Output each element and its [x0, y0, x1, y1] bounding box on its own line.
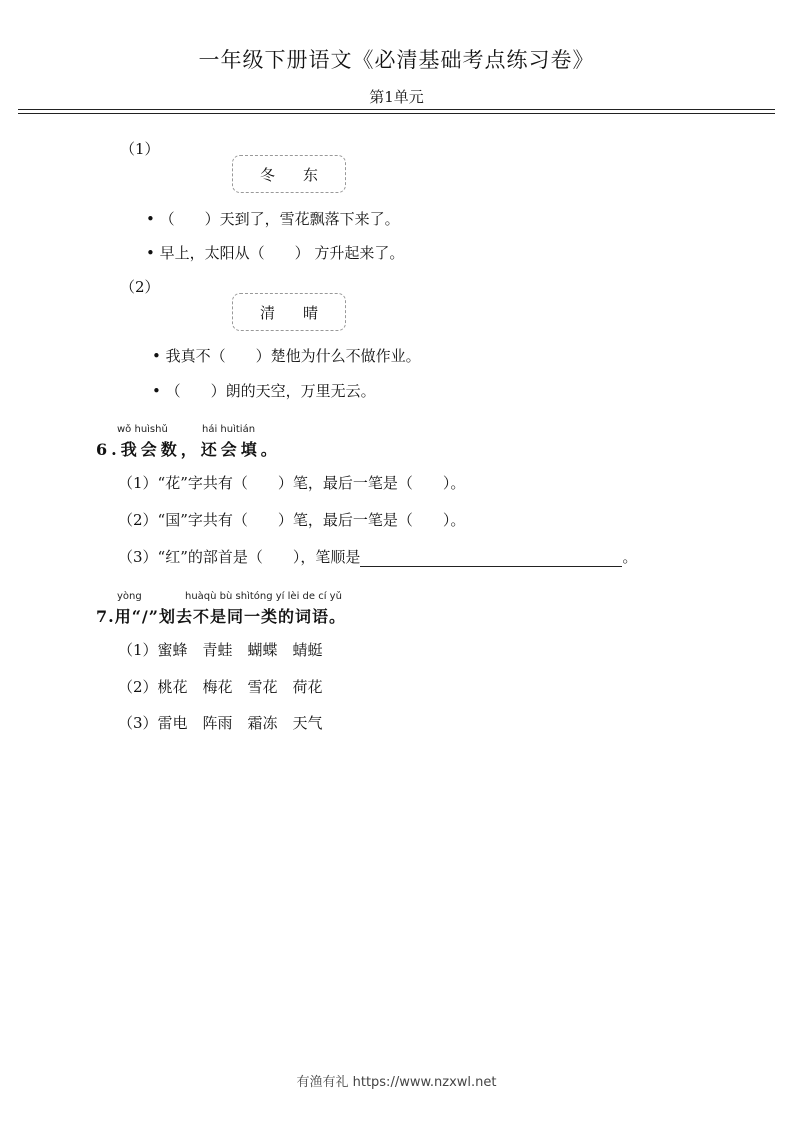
- box-word: 东: [303, 165, 319, 184]
- item-end-punct: 。: [622, 548, 638, 566]
- word-group: （2）桃花 梅花 雪花 荷花: [118, 678, 323, 696]
- box-word: 清: [259, 303, 275, 322]
- unit-subtitle: 第1单元: [369, 88, 424, 106]
- fill-sentence: • 早上，太阳从（ ） 方升起来了。: [146, 244, 405, 262]
- pinyin-annotation: wǒ huìshǔ: [117, 424, 168, 435]
- part-1-label: （1）: [120, 140, 160, 158]
- header-rule-top: [18, 109, 775, 110]
- pinyin-annotation: yòng: [117, 591, 142, 602]
- question-item: （2）“国”字共有（ ）笔，最后一笔是（ ）。: [118, 511, 466, 529]
- item-text: （3）“红”的部首是（ ），笔顺是: [118, 548, 361, 566]
- question-7-heading: 7.用“/”划去不是同一类的词语。: [96, 607, 346, 626]
- fill-sentence: • 我真不（ ）楚他为什么不做作业。: [152, 347, 421, 365]
- fill-sentence: • （ ）朗的天空，万里无云。: [152, 382, 376, 400]
- page-title: 一年级下册语文《必清基础考点练习卷》: [198, 48, 595, 72]
- word-group: （3）雷电 阵雨 霜冻 天气: [118, 714, 323, 732]
- header-rule-bottom: [18, 113, 775, 114]
- part-2-label: （2）: [120, 278, 160, 296]
- question-item: （1）“花”字共有（ ）笔，最后一笔是（ ）。: [118, 474, 466, 492]
- word-group: （1）蜜蜂 青蛙 蝴蝶 蜻蜓: [118, 641, 323, 659]
- question-item: [118, 546, 637, 567]
- footer-watermark: 有渔有礼 https://www.nzxwl.net: [296, 1075, 497, 1090]
- answer-blank-line[interactable]: [360, 552, 622, 567]
- word-box-1: [232, 155, 346, 193]
- fill-sentence: • （ ）天到了，雪花飘落下来了。: [146, 210, 400, 228]
- word-box-2: [232, 293, 346, 331]
- question-6-heading: 6.我会数，还会填。: [96, 440, 281, 459]
- box-word: 冬: [259, 165, 275, 184]
- box-word: 晴: [303, 303, 319, 322]
- pinyin-annotation: huàqù bù shìtóng yí lèi de cí yǔ: [185, 591, 342, 602]
- pinyin-annotation: hái huìtián: [202, 424, 256, 435]
